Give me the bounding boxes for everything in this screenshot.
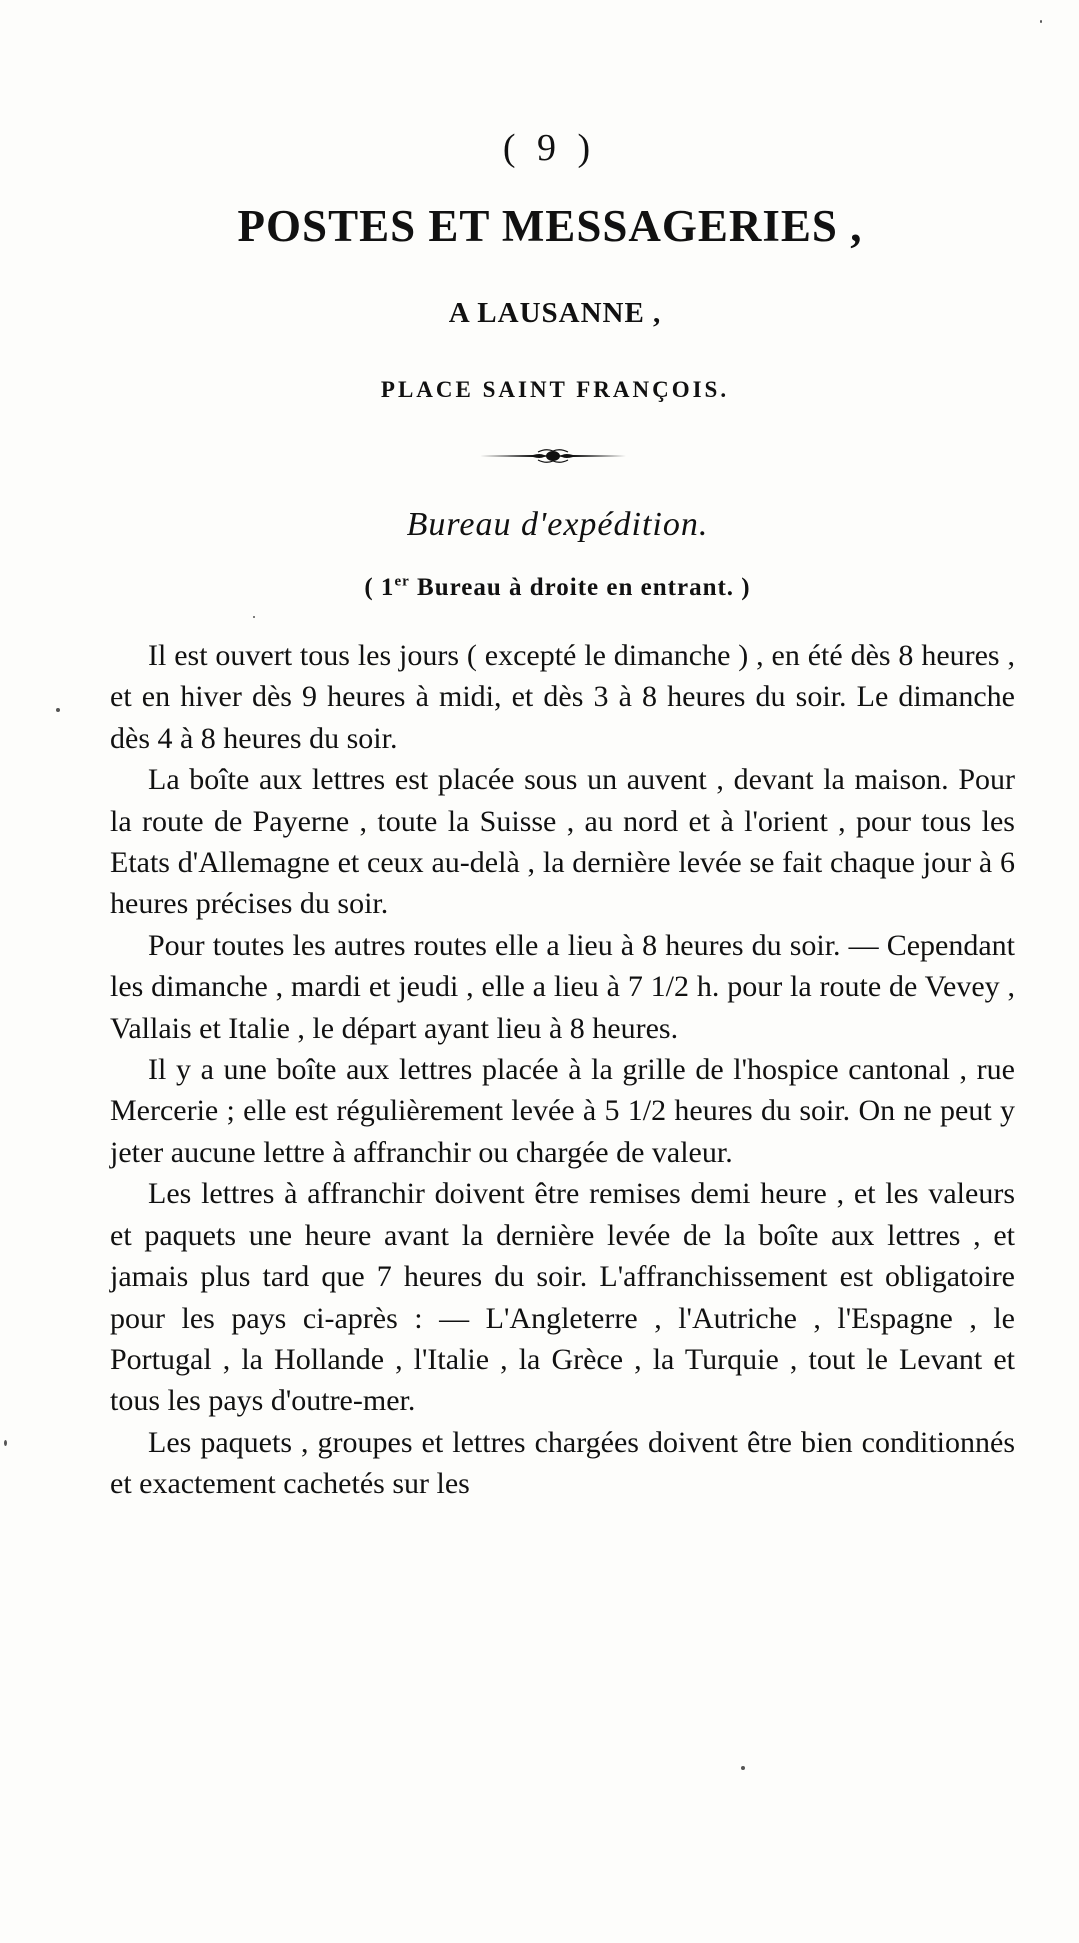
page-title: POSTES ET MESSAGERIES ,	[237, 201, 863, 251]
ornament-divider-icon	[478, 446, 628, 466]
ink-speck	[741, 1766, 745, 1770]
page-number: ( 9 )	[502, 127, 597, 169]
section-note	[0, 574, 1079, 602]
section-note-rest: Bureau à droite en entrant. )	[409, 574, 751, 601]
paragraph-prepaid-letters: Les lettres à affranchir doivent être remises demi heure , et les valeurs et paquets une heure avant la dernière levée de la boîte aux lettres , et jamais plus tard que 7 heures du soir. L'affranchissement est obligatoire pour les pays ci-après : — L'Angleterre , l'Autriche , l'Espagne , le Portugal , la Hollande , l'Italie , la Grèce , la Turquie , tout le Levant et tous les pays d'outre-mer.	[110, 1177, 1015, 1418]
paragraph-parcels: Les paquets , groupes et lettres chargées doivent être bien conditionnés et exactement cachetés sur les	[110, 1425, 1015, 1501]
section-title: Bureau d'expédition.	[406, 506, 709, 543]
ink-speck	[253, 616, 255, 618]
paragraph-opening-hours: Il est ouvert tous les jours ( excepté le dimanche ) , en été dès 8 heures , et en hiver dès 9 heures à midi, et dès 3 à 8 heures du soir. Le dimanche dès 4 à 8 heures du soir.	[110, 639, 1015, 755]
paragraph-letter-box: La boîte aux lettres est placée sous un auvent , devant la maison. Pour la route de Payerne , toute la Suisse , au nord et à l'orient , pour tous les Etats d'Allemagne et ceux au-delà , la dernière levée se fait chaque jour à 6 heures précises du soir.	[110, 763, 1015, 921]
paragraph-other-routes: Pour toutes les autres routes elle a lieu à 8 heures du soir. — Cependant les dimanche , mardi et jeudi , elle a lieu à 7 1/2 h. pour la route de Vevey , Vallais et Italie , le départ ayant lieu à 8 heures.	[110, 928, 1015, 1045]
body-text	[110, 635, 1015, 1505]
location-heading: PLACE SAINT FRANÇOIS.	[380, 377, 730, 402]
section-note-superscript: er	[394, 573, 410, 590]
city-subtitle: A LAUSANNE ,	[448, 297, 662, 329]
ink-speck	[1040, 20, 1042, 23]
ink-speck	[4, 1440, 7, 1446]
section-note-open: ( 1	[364, 574, 395, 601]
paragraph-hospice-box: Il y a une boîte aux lettres placée à la grille de l'hospice cantonal , rue Mercerie ; elle est régulièrement levée à 5 1/2 heures du soir. On ne peut y jeter aucune lettre à affranchir ou chargée de valeur.	[110, 1053, 1015, 1169]
ink-speck	[56, 708, 60, 712]
